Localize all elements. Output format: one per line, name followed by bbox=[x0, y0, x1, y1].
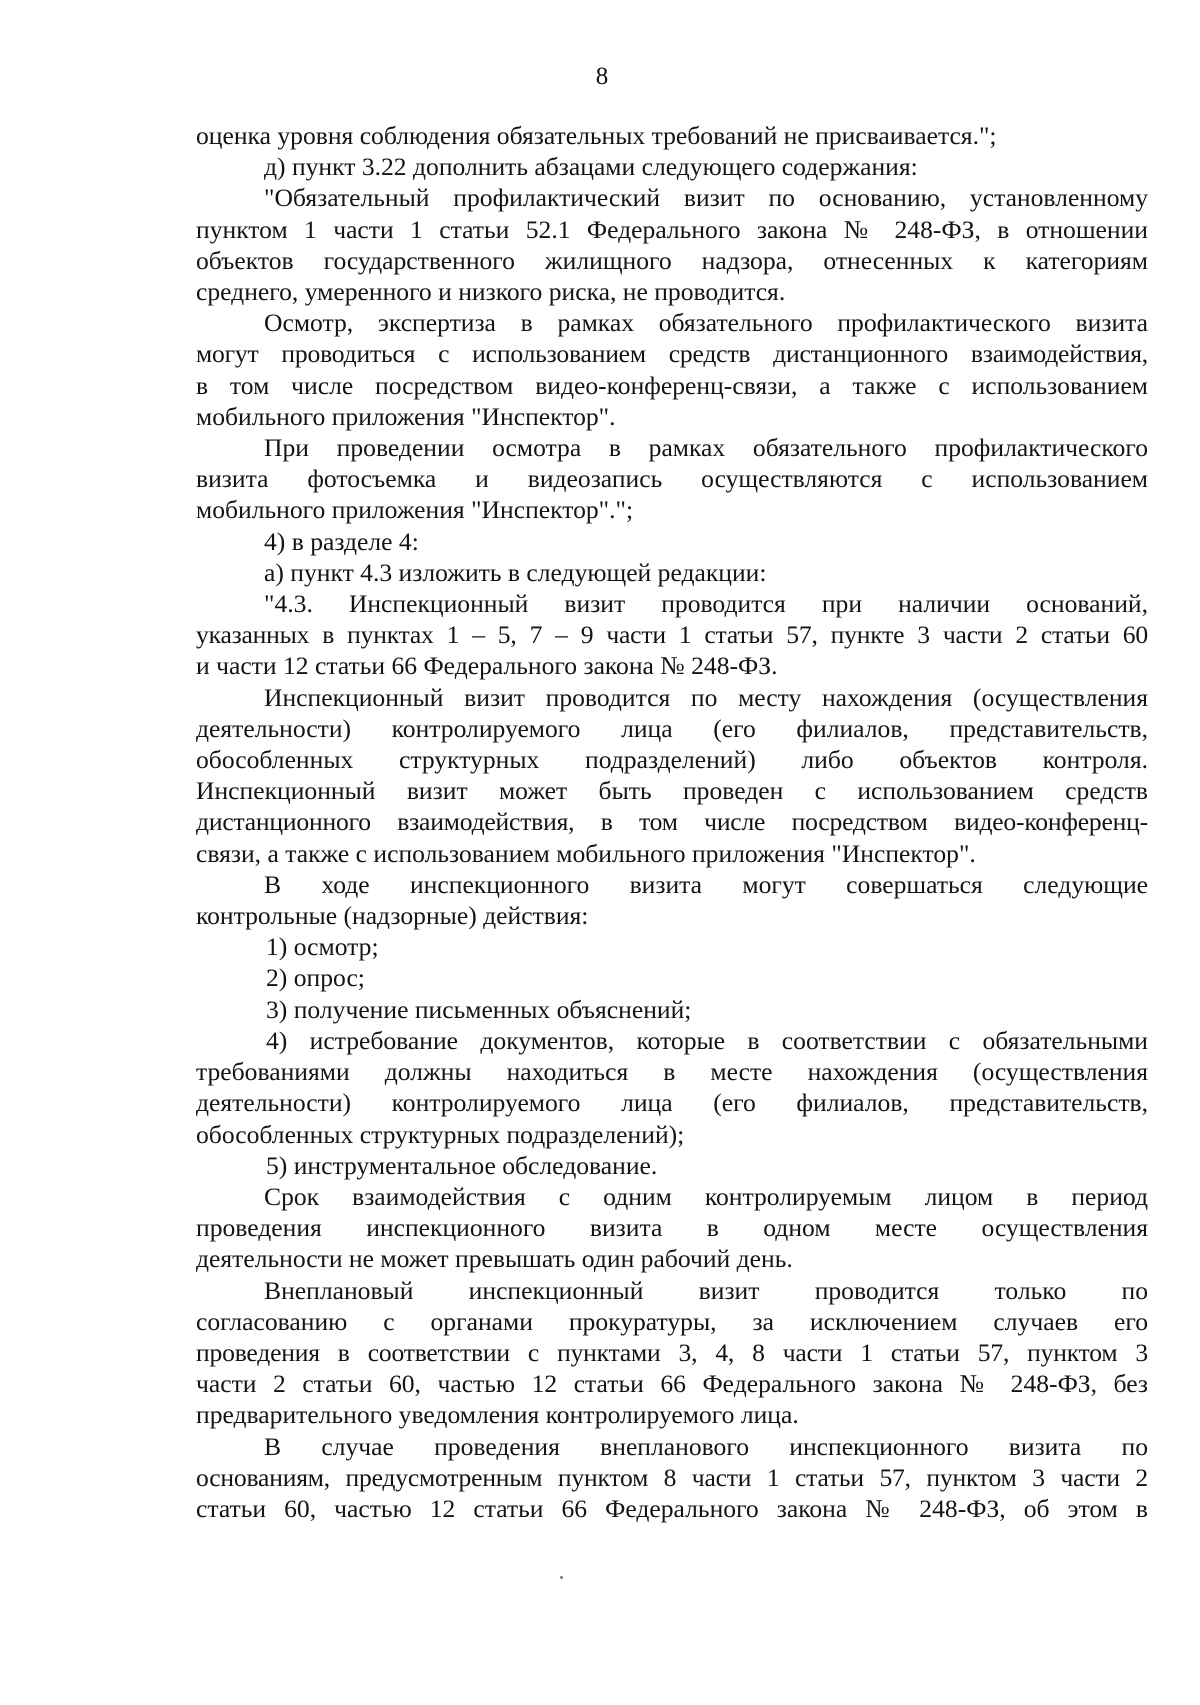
text-line: Внеплановый инспекционный визит проводится только по bbox=[264, 1275, 1148, 1305]
text-line: Осмотр, экспертиза в рамках обязательного профилактического визита bbox=[264, 308, 1148, 338]
list-item: 2) опрос; bbox=[266, 963, 365, 993]
document-body bbox=[196, 120, 1148, 1524]
page-number: 8 bbox=[595, 63, 609, 90]
text-line: основаниям, предусмотренным пунктом 8 части 1 статьи 57, пунктом 3 части 2 bbox=[196, 1462, 1148, 1492]
text-line: части 2 статьи 60, частью 12 статьи 66 Федерального закона № 248-ФЗ, без bbox=[196, 1369, 1148, 1399]
text-line: контрольные (надзорные) действия: bbox=[196, 901, 589, 931]
text-line: деятельности) контролируемого лица (его филиалов, представительств, bbox=[196, 713, 1148, 743]
text-line: указанных в пунктах 1 – 5, 7 – 9 части 1 статьи 57, пункте 3 части 2 статьи 60 bbox=[196, 620, 1148, 650]
text-line: предварительного уведомления контролируемого лица. bbox=[196, 1400, 799, 1430]
list-item: 3) получение письменных объяснений; bbox=[266, 994, 692, 1024]
text-line: в том числе посредством видео-конференц-связи, а также с использованием bbox=[196, 370, 1148, 400]
text-line: мобильного приложения "Инспектор"."; bbox=[196, 495, 634, 525]
text-line: оценка уровня соблюдения обязательных требований не присваивается."; bbox=[196, 121, 997, 150]
text-line: 4) в разделе 4: bbox=[264, 526, 419, 556]
text-line: визита фотосъемка и видеозапись осуществляются с использованием bbox=[196, 464, 1148, 494]
text-line: согласованию с органами прокуратуры, за исключением случаев его bbox=[196, 1306, 1148, 1336]
text-line: Инспекционный визит может быть проведен с использованием средств bbox=[196, 776, 1148, 806]
text-line: связи, а также с использованием мобильного приложения "Инспектор". bbox=[196, 838, 976, 868]
text-line: а) пункт 4.3 изложить в следующей редакции: bbox=[264, 557, 767, 587]
list-item: 1) осмотр; bbox=[266, 932, 379, 962]
text-line: Срок взаимодействия с одним контролируемым лицом в период bbox=[264, 1181, 1148, 1211]
text-line: В случае проведения внепланового инспекционного визита по bbox=[264, 1431, 1148, 1461]
scan-speck bbox=[560, 1576, 563, 1579]
text-line: объектов государственного жилищного надзора, отнесенных к категориям bbox=[196, 245, 1148, 275]
text-line: В ходе инспекционного визита могут совершаться следующие bbox=[264, 869, 1148, 899]
text-line: Инспекционный визит проводится по месту нахождения (осуществления bbox=[264, 682, 1148, 712]
text-line: обособленных структурных подразделений) либо объектов контроля. bbox=[196, 745, 1148, 775]
list-item: 4) истребование документов, которые в соответствии с обязательными bbox=[266, 1025, 1148, 1055]
text-line: д) пункт 3.22 дополнить абзацами следующего содержания: bbox=[264, 152, 918, 182]
text-line: При проведении осмотра в рамках обязательного профилактического bbox=[264, 433, 1148, 463]
text-line: деятельности не может превышать один рабочий день. bbox=[196, 1244, 793, 1274]
text-line: среднего, умеренного и низкого риска, не проводится. bbox=[196, 277, 786, 307]
text-line: требованиями должны находиться в месте нахождения (осуществления bbox=[196, 1057, 1148, 1087]
text-line: "4.3. Инспекционный визит проводится при наличии оснований, bbox=[264, 589, 1148, 619]
text-line: дистанционного взаимодействия, в том числе посредством видео-конференц- bbox=[196, 807, 1148, 837]
text-line: обособленных структурных подразделений); bbox=[196, 1119, 685, 1149]
text-line: деятельности) контролируемого лица (его филиалов, представительств, bbox=[196, 1088, 1148, 1118]
text-line: мобильного приложения "Инспектор". bbox=[196, 401, 616, 431]
text-line: "Обязательный профилактический визит по основанию, установленному bbox=[264, 183, 1148, 213]
list-item: 5) инструментальное обследование. bbox=[266, 1150, 658, 1180]
text-line: статьи 60, частью 12 статьи 66 Федерального закона № 248-ФЗ, об этом в bbox=[196, 1493, 1148, 1523]
text-line: проведения инспекционного визита в одном месте осуществления bbox=[196, 1213, 1148, 1243]
text-line: пунктом 1 части 1 статьи 52.1 Федерального закона № 248-ФЗ, в отношении bbox=[196, 214, 1148, 244]
text-line: проведения в соответствии с пунктами 3, 4, 8 части 1 статьи 57, пунктом 3 bbox=[196, 1337, 1148, 1367]
text-line: и части 12 статьи 66 Федерального закона № 248-ФЗ. bbox=[196, 651, 778, 681]
text-line: могут проводиться с использованием средств дистанционного взаимодействия, bbox=[196, 339, 1148, 369]
